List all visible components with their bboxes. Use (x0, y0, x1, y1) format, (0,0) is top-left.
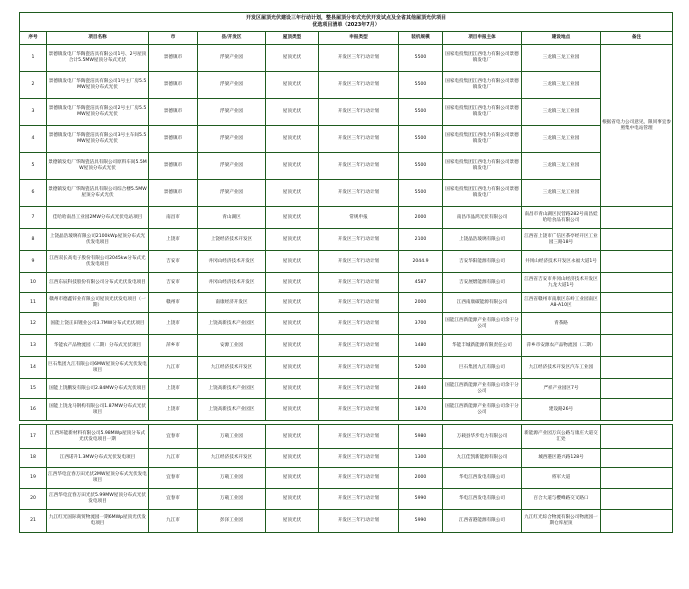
cell-owner: 国家电投集团江西电力有限公司景德镇发电厂 (443, 153, 522, 180)
cell-apply-type: 开发区三年行动计划 (319, 273, 399, 293)
cell-county: 上饶高新技术产业园区 (198, 313, 266, 335)
cell-owner: 吉安展熠能源有限公司 (443, 273, 522, 293)
cell-roof-type: 屋顶光伏 (266, 273, 319, 293)
table-row (20, 425, 673, 449)
cell-city: 景德镇市 (149, 45, 198, 72)
cell-city: 宜春市 (149, 425, 198, 449)
cell-note: 根据省电力公司意见，限同事宜参照集中电站管理 (601, 45, 673, 207)
cell-site: 萍乡市安源农产品物流园（二期） (522, 335, 601, 357)
header-row (20, 32, 673, 45)
cell-owner: 国能江西新能源产业有限公司余干分公司 (443, 379, 522, 399)
cell-roof-type: 屋顶光伏 (266, 425, 319, 449)
cell-owner: 江西省港能源有限公司 (443, 510, 522, 533)
cell-apply-type: 开发区三年行动计划 (319, 251, 399, 273)
cell-row-no: 18 (20, 449, 47, 468)
table-row (20, 126, 673, 153)
cell-roof-type: 屋顶光伏 (266, 449, 319, 468)
cell-project-name: 赣州市德鑫锌业有限公司屋顶光伏发电项目（一期） (47, 293, 149, 313)
table-row (20, 293, 673, 313)
cell-capacity: 2100 (399, 229, 443, 251)
cell-apply-type: 开发区三年行动计划 (319, 510, 399, 533)
cell-capacity: 2000 (399, 293, 443, 313)
cell-capacity: 5980 (399, 425, 443, 449)
cell-note (601, 207, 673, 229)
header-owner: 项目申报主体 (443, 32, 522, 45)
title-line-2: 优选项目清单（2023年7月） (312, 22, 380, 28)
cell-site: 百合大道与樱峰路交叉路口 (522, 489, 601, 510)
cell-apply-type: 开发区三年行动计划 (319, 126, 399, 153)
cell-roof-type: 屋顶光伏 (266, 313, 319, 335)
table-row (20, 357, 673, 379)
cell-row-no: 7 (20, 207, 47, 229)
cell-county: 南康经济开发区 (198, 293, 266, 313)
cell-project-name: 上饶晶浩玻璃有限公司2100kWp屋顶分布式光伏发电项目 (47, 229, 149, 251)
cell-note (601, 313, 673, 335)
table-row (20, 180, 673, 207)
cell-row-no: 17 (20, 425, 47, 449)
cell-apply-type: 开发区三年行动计划 (319, 379, 399, 399)
table-row (20, 489, 673, 510)
cell-county: 浮梁产业园 (198, 180, 266, 207)
cell-site: 九江红光综合物流有限公司物流园一期仓库屋顶 (522, 510, 601, 533)
cell-site: 三龙镇三龙工业园 (522, 99, 601, 126)
cell-roof-type: 屋顶光伏 (266, 399, 319, 421)
cell-site: 城西港区港兴路128号 (522, 449, 601, 468)
cell-capacity: 5500 (399, 72, 443, 99)
cell-roof-type: 屋顶光伏 (266, 357, 319, 379)
cell-owner: 九江佳凯新能源有限公司 (443, 449, 522, 468)
cell-roof-type: 屋顶光伏 (266, 379, 319, 399)
cell-row-no: 2 (20, 72, 47, 99)
cell-note (601, 489, 673, 510)
cell-apply-type: 开发区三年行动计划 (319, 425, 399, 449)
cell-note (601, 379, 673, 399)
cell-note (601, 449, 673, 468)
cell-site: 三龙镇三龙工业园 (522, 45, 601, 72)
header-county: 县/开发区 (198, 32, 266, 45)
table-row (20, 207, 673, 229)
cell-project-name: 巨石集团九江有限公司6MW屋顶分布式光伏发电项目 (47, 357, 149, 379)
cell-roof-type: 屋顶光伏 (266, 468, 319, 489)
cell-city: 上饶市 (149, 313, 198, 335)
cell-apply-type: 常规申报 (319, 207, 399, 229)
cell-row-no: 11 (20, 293, 47, 313)
cell-site: 三龙镇三龙工业园 (522, 153, 601, 180)
cell-project-name: 江西环能新材料有限公司5.98MWp屋顶分布式光伏发电项目一期 (47, 425, 149, 449)
table-row (20, 99, 673, 126)
cell-capacity: 5500 (399, 153, 443, 180)
table-row (20, 229, 673, 251)
cell-capacity: 5990 (399, 510, 443, 533)
cell-note (601, 335, 673, 357)
cell-county: 浮梁产业园 (198, 45, 266, 72)
cell-apply-type: 开发区三年行动计划 (319, 229, 399, 251)
cell-note (601, 357, 673, 379)
cell-note (601, 510, 673, 533)
cell-owner: 国家电投集团江西电力有限公司景德镇发电厂 (443, 45, 522, 72)
cell-capacity: 2044.9 (399, 251, 443, 273)
cell-roof-type: 屋顶光伏 (266, 45, 319, 72)
cell-owner: 国家电投集团江西电力有限公司景德镇发电厂 (443, 126, 522, 153)
cell-county: 上饶高新技术产业园区 (198, 399, 266, 421)
project-table-part1 (19, 12, 673, 421)
cell-project-name: 国能上饶正田锂业公司3.7MW分布式光伏项目 (47, 313, 149, 335)
cell-owner: 上饶晶浩玻璃有限公司 (443, 229, 522, 251)
cell-owner: 南昌市晶鸿光伏有限公司 (443, 207, 522, 229)
cell-site: 新能源产业园万宾公路与康庄大道交汇处 (522, 425, 601, 449)
header-site: 建设地点 (522, 32, 601, 45)
cell-note (601, 399, 673, 421)
table-row (20, 449, 673, 468)
cell-apply-type: 开发区三年行动计划 (319, 468, 399, 489)
cell-capacity: 2000 (399, 207, 443, 229)
cell-roof-type: 屋顶光伏 (266, 510, 319, 533)
cell-site: 三龙镇三龙工业园 (522, 180, 601, 207)
cell-city: 景德镇市 (149, 153, 198, 180)
cell-owner: 吉安华阳能源有限公司 (443, 251, 522, 273)
table-row (20, 510, 673, 533)
cell-county: 九江经济技术开发区 (198, 357, 266, 379)
cell-site: 南昌市青山湖区民营路282号南昌娃哈哈食品有限公司 (522, 207, 601, 229)
cell-row-no: 15 (20, 379, 47, 399)
cell-county: 青山湖区 (198, 207, 266, 229)
cell-county: 上饶高新技术产业园区 (198, 379, 266, 399)
table-row (20, 153, 673, 180)
cell-capacity: 5990 (399, 489, 443, 510)
cell-site: 井冈山经济技术开发区永福大道1号 (522, 251, 601, 273)
cell-capacity: 5500 (399, 126, 443, 153)
cell-row-no: 16 (20, 399, 47, 421)
document-title (20, 13, 673, 32)
cell-capacity: 1480 (399, 335, 443, 357)
cell-project-name: 景德镇发电厂华陶瓷洁具有限公司综合楼5.5MW屋顶分布式光伏 (47, 180, 149, 207)
cell-row-no: 3 (20, 99, 47, 126)
table-row (20, 273, 673, 293)
table-row (20, 335, 673, 357)
cell-project-name: 江西华电宜春万田光伏2MW屋顶分布式光伏发电项目 (47, 468, 149, 489)
cell-project-name: 江西诺升1.3MW分布式光伏发电项目 (47, 449, 149, 468)
cell-project-name: 景德镇发电厂华陶瓷洁具有限公司原料车间5.5MW屋顶分布式光伏 (47, 153, 149, 180)
cell-city: 景德镇市 (149, 126, 198, 153)
cell-site: 三龙镇三龙工业园 (522, 72, 601, 99)
cell-roof-type: 屋顶光伏 (266, 489, 319, 510)
cell-apply-type: 开发区三年行动计划 (319, 153, 399, 180)
cell-apply-type: 开发区三年行动计划 (319, 357, 399, 379)
cell-note (601, 229, 673, 251)
cell-project-name: 景德镇发电厂华陶瓷洁具有限公司1号主厂房5.5MW屋顶分布式光伏 (47, 72, 149, 99)
cell-row-no: 12 (20, 313, 47, 335)
cell-city: 吉安市 (149, 251, 198, 273)
cell-apply-type: 开发区三年行动计划 (319, 45, 399, 72)
cell-roof-type: 屋顶光伏 (266, 72, 319, 99)
cell-row-no: 13 (20, 335, 47, 357)
cell-row-no: 6 (20, 180, 47, 207)
cell-city: 景德镇市 (149, 99, 198, 126)
project-sheet (19, 12, 672, 526)
cell-city: 景德镇市 (149, 180, 198, 207)
cell-roof-type: 屋顶光伏 (266, 126, 319, 153)
cell-city: 上饶市 (149, 379, 198, 399)
cell-owner: 华能丰城新能源有限责任公司 (443, 335, 522, 357)
cell-city: 宜春市 (149, 489, 198, 510)
cell-row-no: 19 (20, 468, 47, 489)
cell-apply-type: 开发区三年行动计划 (319, 449, 399, 468)
cell-city: 九江市 (149, 449, 198, 468)
project-table-part2 (19, 424, 673, 533)
cell-apply-type: 开发区三年行动计划 (319, 99, 399, 126)
header-no: 序号 (20, 32, 47, 45)
cell-row-no: 9 (20, 251, 47, 273)
table-row (20, 313, 673, 335)
header-city: 市 (149, 32, 198, 45)
cell-note (601, 468, 673, 489)
cell-county: 安源工业园 (198, 335, 266, 357)
cell-apply-type: 开发区三年行动计划 (319, 399, 399, 421)
cell-city: 宜春市 (149, 468, 198, 489)
table-row (20, 251, 673, 273)
cell-owner: 万载县华步电力有限公司 (443, 425, 522, 449)
cell-city: 南昌市 (149, 207, 198, 229)
cell-roof-type: 屋顶光伏 (266, 251, 319, 273)
cell-site: 九江经济技术开发区汽车工业园 (522, 357, 601, 379)
cell-project-name: 华能农产品物流园（二期）分布式光伏项目 (47, 335, 149, 357)
cell-city: 萍乡市 (149, 335, 198, 357)
cell-roof-type: 屋顶光伏 (266, 207, 319, 229)
cell-site: 青茶路 (522, 313, 601, 335)
table-row (20, 45, 673, 72)
cell-city: 景德镇市 (149, 72, 198, 99)
cell-county: 井冈山经济技术开发区 (198, 251, 266, 273)
cell-roof-type: 屋顶光伏 (266, 99, 319, 126)
cell-county: 彭泽工业园 (198, 510, 266, 533)
cell-apply-type: 开发区三年行动计划 (319, 489, 399, 510)
cell-row-no: 5 (20, 153, 47, 180)
cell-row-no: 21 (20, 510, 47, 533)
cell-capacity: 1300 (399, 449, 443, 468)
cell-row-no: 14 (20, 357, 47, 379)
cell-county: 浮梁产业园 (198, 99, 266, 126)
cell-note (601, 251, 673, 273)
cell-capacity: 3700 (399, 313, 443, 335)
cell-city: 赣州市 (149, 293, 198, 313)
header-size: 装机规模 (399, 32, 443, 45)
cell-note (601, 425, 673, 449)
cell-capacity: 2840 (399, 379, 443, 399)
cell-county: 井冈山经济技术开发区 (198, 273, 266, 293)
cell-county: 浮梁产业园 (198, 126, 266, 153)
header-note: 备注 (601, 32, 673, 45)
cell-owner: 国能江西新能源产业有限公司余干分公司 (443, 313, 522, 335)
cell-city: 九江市 (149, 510, 198, 533)
cell-city: 九江市 (149, 357, 198, 379)
cell-project-name: 景德镇发电厂华陶瓷洁具有限公司1号、2号屋顶合计5.5MW屋顶分布式光伏 (47, 45, 149, 72)
cell-site: 将军大道 (522, 468, 601, 489)
cell-row-no: 20 (20, 489, 47, 510)
cell-county: 上饶经济技术开发区 (198, 229, 266, 251)
cell-apply-type: 开发区三年行动计划 (319, 72, 399, 99)
cell-project-name: 佳哈哈南昌工业园2MW分布式光伏电站项目 (47, 207, 149, 229)
cell-row-no: 1 (20, 45, 47, 72)
header-roof: 屋顶类型 (266, 32, 319, 45)
table-row (20, 468, 673, 489)
cell-county: 万载工业园 (198, 425, 266, 449)
cell-owner: 国家电投集团江西电力有限公司景德镇发电厂 (443, 72, 522, 99)
cell-project-name: 景德镇发电厂华陶瓷洁具有限公司2号主厂房5.5MW屋顶分布式光伏 (47, 99, 149, 126)
table-row (20, 72, 673, 99)
cell-project-name: 景德镇发电厂华陶瓷洁具有限公司3号主车间5.5MW屋顶分布式光伏 (47, 126, 149, 153)
cell-capacity: 5500 (399, 45, 443, 72)
cell-site: 三龙镇三龙工业园 (522, 126, 601, 153)
cell-apply-type: 开发区三年行动计划 (319, 293, 399, 313)
cell-apply-type: 开发区三年行动计划 (319, 180, 399, 207)
cell-county: 浮梁产业园 (198, 72, 266, 99)
cell-county: 浮梁产业园 (198, 153, 266, 180)
cell-project-name: 江西双长高电子股份有限公司2045kw分布式光伏发电项目 (47, 251, 149, 273)
cell-roof-type: 屋顶光伏 (266, 180, 319, 207)
cell-owner: 国家电投集团江西电力有限公司景德镇发电厂 (443, 180, 522, 207)
cell-city: 吉安市 (149, 273, 198, 293)
cell-row-no: 10 (20, 273, 47, 293)
cell-roof-type: 屋顶光伏 (266, 229, 319, 251)
cell-capacity: 5500 (399, 180, 443, 207)
cell-apply-type: 开发区三年行动计划 (319, 313, 399, 335)
cell-project-name: 江西华电宜春万田光伏5.99MW屋顶分布式光伏发电项目 (47, 489, 149, 510)
table-row (20, 379, 673, 399)
cell-apply-type: 开发区三年行动计划 (319, 335, 399, 357)
cell-roof-type: 屋顶光伏 (266, 293, 319, 313)
cell-project-name: 江西东辰科技股份有限公司分布式光伏发电项目 (47, 273, 149, 293)
header-name: 项目名称 (47, 32, 149, 45)
cell-city: 上饶市 (149, 399, 198, 421)
cell-owner: 巨石集团九江有限公司 (443, 357, 522, 379)
cell-site: 江西省赣州市南康区东岭工业园南区A8-A10区 (522, 293, 601, 313)
cell-row-no: 8 (20, 229, 47, 251)
cell-capacity: 2000 (399, 468, 443, 489)
cell-site: 江西省上饶市广信区茶亭经开区工业园三路18号 (522, 229, 601, 251)
cell-owner: 华电江西发电有限公司 (443, 489, 522, 510)
cell-roof-type: 屋顶光伏 (266, 335, 319, 357)
cell-county: 九江经济技术开发区 (198, 449, 266, 468)
table-row (20, 399, 673, 421)
cell-project-name: 国能上饶鹏发有限公司2.84MW分布式光伏项目 (47, 379, 149, 399)
cell-capacity: 5500 (399, 99, 443, 126)
cell-project-name: 九江红光国际商贸物流园一期6MWp屋顶光伏发电项目 (47, 510, 149, 533)
cell-capacity: 4587 (399, 273, 443, 293)
cell-note (601, 293, 673, 313)
cell-city: 上饶市 (149, 229, 198, 251)
cell-county: 万载工业园 (198, 489, 266, 510)
cell-note (601, 273, 673, 293)
cell-project-name: 国能上饶龙马钢构有限公司1.87MW分布式光伏项目 (47, 399, 149, 421)
cell-capacity: 5200 (399, 357, 443, 379)
cell-site: 严祥产业园区7号 (522, 379, 601, 399)
cell-site: 江西省吉安市井冈山经济技术开发区九龙大道1号 (522, 273, 601, 293)
cell-owner: 国能江西新能源产业有限公司余干分公司 (443, 399, 522, 421)
title-line-1: 开发区屋顶光伏建设三年行动计划，整县屋顶分布式光伏开发试点及全省其他屋顶光伏项目 (246, 15, 447, 21)
cell-county: 万载工业园 (198, 468, 266, 489)
cell-site: 建设路26号 (522, 399, 601, 421)
header-type: 申报类型 (319, 32, 399, 45)
cell-owner: 国家电投集团江西电力有限公司景德镇发电厂 (443, 99, 522, 126)
cell-capacity: 1870 (399, 399, 443, 421)
cell-owner: 华电江西发电有限公司 (443, 468, 522, 489)
cell-roof-type: 屋顶光伏 (266, 153, 319, 180)
cell-row-no: 4 (20, 126, 47, 153)
cell-owner: 江西南康碳能源有限公司 (443, 293, 522, 313)
